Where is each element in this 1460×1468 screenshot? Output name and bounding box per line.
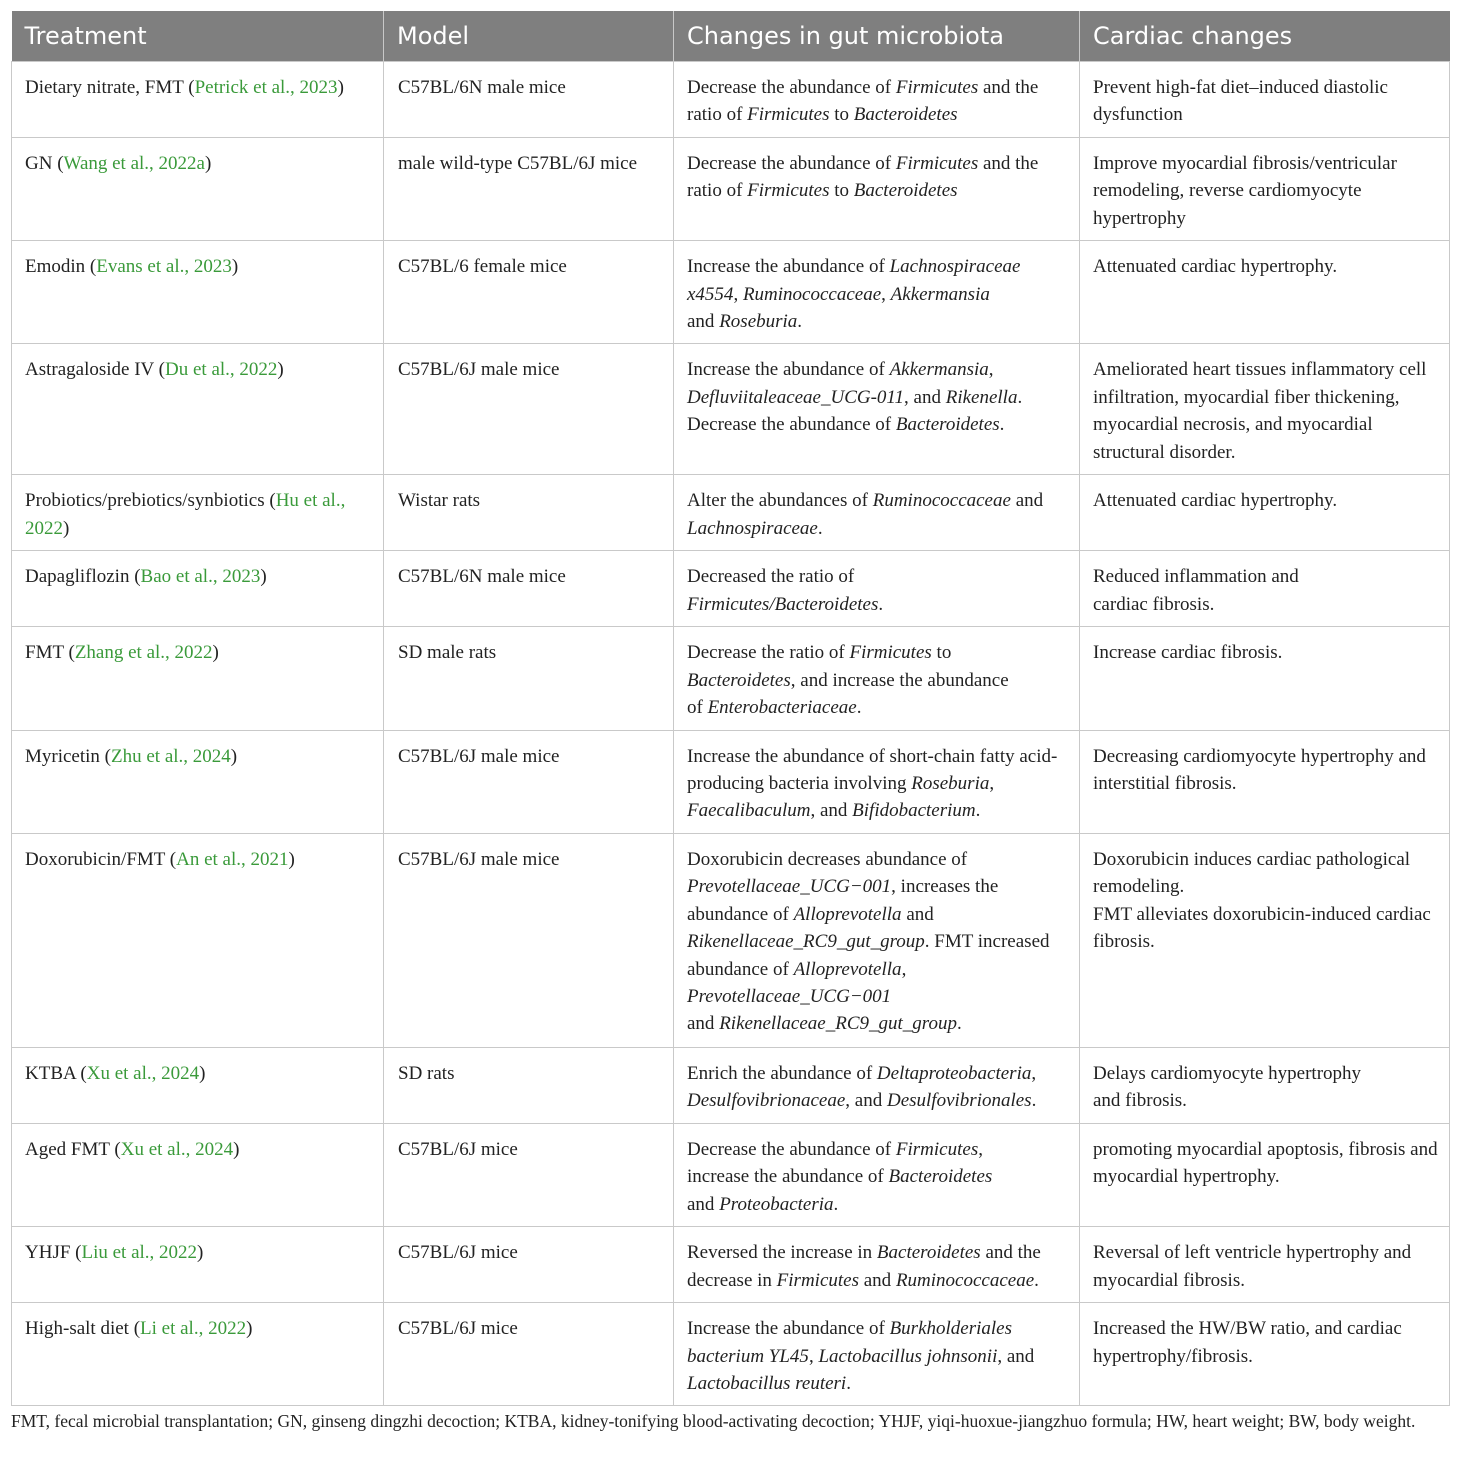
cardiac-cell: Attenuated cardiac hypertrophy.: [1080, 241, 1450, 344]
header-model: Model: [384, 11, 674, 62]
model-cell: SD rats: [384, 1047, 674, 1123]
cardiac-cell: promoting myocardial apoptosis, fibrosis and myocardial hypertrophy.: [1080, 1123, 1450, 1226]
table-row: [12, 627, 1450, 730]
table-row: [12, 138, 1450, 241]
microbiota-cell: Increase the abundance of Akkermansia, Defluviitaleaceae_UCG-011, and Rikenella. Decrease the abundance of Bacteroidetes.: [674, 344, 1080, 475]
model-cell: C57BL/6N male mice: [384, 62, 674, 138]
treatment-cell: Myricetin (Zhu et al., 2024): [12, 730, 384, 833]
table-container: [11, 11, 1449, 1406]
treatment-name: FMT (: [25, 642, 75, 664]
treatment-cell: KTBA (Xu et al., 2024): [12, 1047, 384, 1123]
treatment-name: Dapagliflozin (: [25, 566, 141, 588]
table-row: [12, 241, 1450, 344]
header-cardiac-changes: Cardiac changes: [1080, 11, 1450, 62]
treatment-cell: Probiotics/prebiotics/synbiotics (Hu et al., 2022): [12, 475, 384, 551]
table-row: [12, 344, 1450, 475]
cardiac-cell: Prevent high-fat diet–induced diastolic dysfunction: [1080, 62, 1450, 138]
microbiota-cell: Increase the abundance of Burkholderiales bacterium YL45, Lactobacillus johnsonii, and Lactobacillus reuteri.: [674, 1303, 1080, 1406]
citation-link[interactable]: Hu et al., 2022: [25, 490, 346, 539]
treatment-cell: Astragaloside IV (Du et al., 2022): [12, 344, 384, 475]
treatment-name: KTBA (: [25, 1062, 87, 1084]
model-cell: C57BL/6N male mice: [384, 551, 674, 627]
treatment-name: Aged FMT (: [25, 1138, 121, 1160]
treatment-cell: YHJF (Liu et al., 2022): [12, 1227, 384, 1303]
table-footnote: FMT, fecal microbial transplantation; GN, ginseng dingzhi decoction; KTBA, kidney-tonifying blood-activating decoction; YHJF, yiqi-huoxue-jiangzhuo formula; HW, heart weight; BW, body weight.: [11, 1411, 1416, 1431]
table-row: [12, 475, 1450, 551]
cardiac-cell: Attenuated cardiac hypertrophy.: [1080, 475, 1450, 551]
table-body: [12, 62, 1450, 1406]
cardiac-cell: Doxorubicin induces cardiac pathological remodeling. FMT alleviates doxorubicin-induced cardiac fibrosis.: [1080, 833, 1450, 1047]
table-row: [12, 1123, 1450, 1226]
model-cell: C57BL/6J male mice: [384, 833, 674, 1047]
microbiota-cell: Decrease the abundance of Firmicutes, increase the abundance of Bacteroidetes and Proteobacteria.: [674, 1123, 1080, 1226]
treatment-name: YHJF (: [25, 1242, 82, 1264]
treatment-cell: FMT (Zhang et al., 2022): [12, 627, 384, 730]
treatment-name: GN (: [25, 153, 64, 174]
cardiac-cell: Reversal of left ventricle hypertrophy and myocardial fibrosis.: [1080, 1227, 1450, 1303]
treatment-name: Dietary nitrate, FMT (: [25, 77, 195, 98]
citation-link[interactable]: Liu et al., 2022: [81, 1242, 198, 1264]
citation-link[interactable]: Petrick et al., 2023: [194, 77, 338, 98]
treatment-name: Doxorubicin/FMT (: [25, 848, 177, 870]
citation-link[interactable]: Zhu et al., 2024: [111, 745, 231, 767]
treatment-name: Astragaloside IV (: [25, 359, 166, 381]
citation-link[interactable]: Wang et al., 2022a: [63, 153, 205, 174]
header-treatment: Treatment: [12, 11, 384, 62]
citation-link[interactable]: Xu et al., 2024: [120, 1138, 234, 1160]
model-cell: SD male rats: [384, 627, 674, 730]
citation-link[interactable]: Zhang et al., 2022: [74, 642, 213, 664]
microbiota-cell: Increase the abundance of Lachnospiraceae x4554, Ruminococcaceae, Akkermansia and Roseburia.: [674, 241, 1080, 344]
treatment-cell: Emodin (Evans et al., 2023): [12, 241, 384, 344]
citation-link[interactable]: Bao et al., 2023: [140, 566, 261, 588]
cardiac-cell: Improve myocardial fibrosis/ventricular remodeling, reverse cardiomyocyte hypertrophy: [1080, 138, 1450, 241]
treatment-cell: Aged FMT (Xu et al., 2024): [12, 1123, 384, 1226]
treatment-cell: Dietary nitrate, FMT (Petrick et al., 2023): [12, 62, 384, 138]
cardiac-cell: Ameliorated heart tissues inflammatory cell infiltration, myocardial fiber thickening, myocardial necrosis, and myocardial structural disorder.: [1080, 344, 1450, 475]
microbiota-cell: Reversed the increase in Bacteroidetes and the decrease in Firmicutes and Ruminococcaceae.: [674, 1227, 1080, 1303]
citation-link[interactable]: Li et al., 2022: [140, 1318, 247, 1340]
cardiac-cell: Increase cardiac fibrosis.: [1080, 627, 1450, 730]
citation-link[interactable]: Xu et al., 2024: [86, 1062, 200, 1084]
microbiota-cell: Decrease the abundance of Firmicutes and the ratio of Firmicutes to Bacteroidetes: [674, 62, 1080, 138]
microbiota-cell: Doxorubicin decreases abundance of Prevotellaceae_UCG−001, increases the abundance of Alloprevotella and Rikenellaceae_RC9_gut_group. FMT increased abundance of Alloprevotella, Prevotellaceae_UCG−001 and Rikenellaceae_RC9_gut_group.: [674, 833, 1080, 1047]
data-table: [11, 11, 1450, 1406]
treatment-name: Probiotics/prebiotics/synbiotics (: [25, 490, 276, 512]
model-cell: C57BL/6J male mice: [384, 730, 674, 833]
header-row: [12, 11, 1450, 62]
treatment-cell: GN (Wang et al., 2022a): [12, 138, 384, 241]
table-row: [12, 1227, 1450, 1303]
citation-link[interactable]: An et al., 2021: [176, 848, 289, 870]
microbiota-cell: Decrease the abundance of Firmicutes and the ratio of Firmicutes to Bacteroidetes: [674, 138, 1080, 241]
table-row: [12, 833, 1450, 1047]
microbiota-cell: Enrich the abundance of Deltaproteobacteria, Desulfovibrionaceae, and Desulfovibrionales.: [674, 1047, 1080, 1123]
model-cell: C57BL/6J mice: [384, 1227, 674, 1303]
cardiac-cell: Decreasing cardiomyocyte hypertrophy and interstitial fibrosis.: [1080, 730, 1450, 833]
treatment-name: Myricetin (: [25, 745, 112, 767]
model-cell: male wild-type C57BL/6J mice: [384, 138, 674, 241]
model-cell: C57BL/6 female mice: [384, 241, 674, 344]
table-row: [12, 730, 1450, 833]
treatment-cell: High-salt diet (Li et al., 2022): [12, 1303, 384, 1406]
microbiota-cell: Decrease the ratio of Firmicutes to Bacteroidetes, and increase the abundance of Enterobacteriaceae.: [674, 627, 1080, 730]
model-cell: Wistar rats: [384, 475, 674, 551]
model-cell: C57BL/6J mice: [384, 1123, 674, 1226]
cardiac-cell: Delays cardiomyocyte hypertrophy and fibrosis.: [1080, 1047, 1450, 1123]
treatment-name: High-salt diet (: [25, 1318, 141, 1340]
microbiota-cell: Increase the abundance of short-chain fatty acid-producing bacteria involving Roseburia, Faecalibaculum, and Bifidobacterium.: [674, 730, 1080, 833]
citation-link[interactable]: Du et al., 2022: [165, 359, 278, 381]
table-row: [12, 551, 1450, 627]
treatment-name: Emodin (: [25, 256, 97, 278]
treatment-cell: Dapagliflozin (Bao et al., 2023): [12, 551, 384, 627]
microbiota-cell: Alter the abundances of Ruminococcaceae and Lachnospiraceae.: [674, 475, 1080, 551]
table-row: [12, 1303, 1450, 1406]
model-cell: C57BL/6J male mice: [384, 344, 674, 475]
header-gut-microbiota: Changes in gut microbiota: [674, 11, 1080, 62]
citation-link[interactable]: Evans et al., 2023: [96, 256, 232, 278]
table-row: [12, 1047, 1450, 1123]
cardiac-cell: Increased the HW/BW ratio, and cardiac hypertrophy/fibrosis.: [1080, 1303, 1450, 1406]
cardiac-cell: Reduced inflammation and cardiac fibrosis.: [1080, 551, 1450, 627]
model-cell: C57BL/6J mice: [384, 1303, 674, 1406]
treatment-cell: Doxorubicin/FMT (An et al., 2021): [12, 833, 384, 1047]
microbiota-cell: Decreased the ratio of Firmicutes/Bacteroidetes.: [674, 551, 1080, 627]
table-row: [12, 62, 1450, 138]
